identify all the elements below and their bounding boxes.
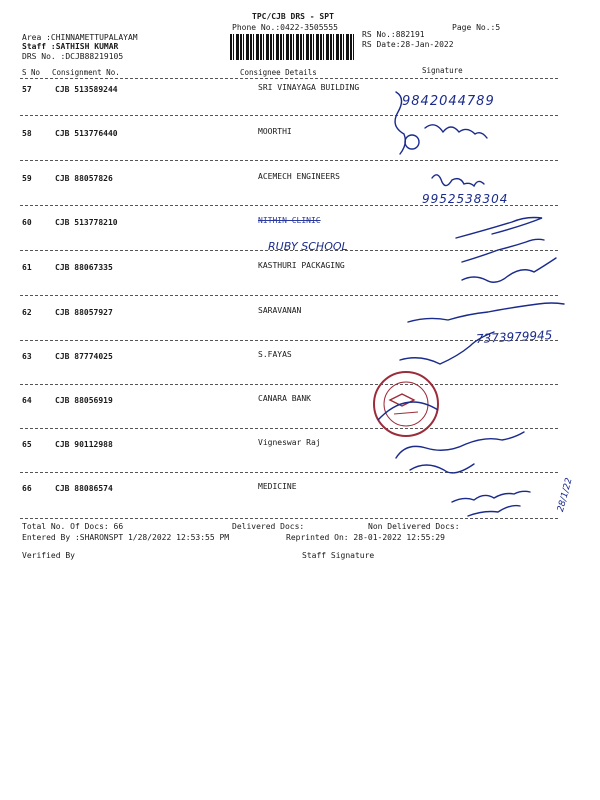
col-header-signature: Signature — [422, 66, 463, 75]
row-sno: 63 — [22, 352, 32, 361]
row-consignment: CJB 513776440 — [55, 129, 118, 138]
row-consignment: CJB 90112988 — [55, 440, 113, 449]
row-sno: 60 — [22, 218, 32, 227]
reprinted-on: Reprinted On: 28-01-2022 12:55:29 — [286, 533, 445, 542]
signature-scribble — [452, 491, 530, 502]
col-header-consignee: Consignee Details — [240, 68, 317, 77]
phone-number: Phone No.:0422-3505555 — [232, 23, 338, 32]
row-consignee: MEDICINE — [258, 482, 297, 491]
handwritten-note: RUBY SCHOOL — [268, 240, 348, 253]
staff-label: Staff :SATHISH KUMAR — [22, 42, 119, 51]
row-consignment: CJB 513778210 — [55, 218, 118, 227]
signature-scribble — [425, 125, 487, 138]
row-sno: 58 — [22, 129, 32, 138]
col-header-sno: S No — [22, 68, 41, 77]
signature-scribble — [432, 175, 484, 186]
delivered-docs: Delivered Docs: — [232, 522, 305, 531]
non-delivered-docs: Non Delivered Docs: — [368, 522, 460, 531]
rs-number: RS No.:882191 — [362, 30, 425, 39]
area-label: Area :CHINNAMETTUPALAYAM — [22, 33, 138, 42]
row-consignee: NITHIN CLINIC — [258, 216, 321, 225]
row-consignee: MOORTHI — [258, 127, 292, 136]
staff-signature: Staff Signature — [302, 551, 375, 560]
report-title: TPC/CJB DRS - SPT — [252, 12, 334, 21]
page-number: Page No.:5 — [452, 23, 501, 32]
row-consignee: SRI VINAYAGA BUILDING — [258, 83, 360, 92]
signature-scribble — [400, 332, 494, 364]
row-consignment: CJB 88086574 — [55, 484, 113, 493]
handwritten-phone: 9842044789 — [402, 94, 495, 109]
signature-scribble — [468, 506, 520, 516]
row-consignee: Vigneswar Raj — [258, 438, 321, 447]
row-consignee: S.FAYAS — [258, 350, 292, 359]
row-consignment: CJB 87774025 — [55, 352, 113, 361]
row-consignment: CJB 88057927 — [55, 308, 113, 317]
signature-scribble — [408, 303, 564, 322]
row-consignee: KASTHURI PACKAGING — [258, 261, 345, 270]
signature-scribble — [395, 92, 405, 154]
signature-scribble — [405, 135, 419, 149]
verified-by: Verified By — [22, 551, 75, 560]
row-consignment: CJB 88067335 — [55, 263, 113, 272]
handwritten-phone: 9952538304 — [422, 192, 509, 206]
signature-scribble — [410, 464, 474, 473]
row-consignment: CJB 513589244 — [55, 85, 118, 94]
official-stamp — [374, 372, 438, 436]
row-consignee: SARAVANAN — [258, 306, 302, 315]
row-consignee: ACEMECH ENGINEERS — [258, 172, 340, 181]
signature-scribble — [396, 432, 524, 458]
total-docs: Total No. Of Docs: 66 — [22, 522, 124, 531]
entered-by: Entered By :SHARONSPT 1/28/2022 12:53:55 PM — [22, 533, 230, 542]
row-sno: 62 — [22, 308, 32, 317]
row-sno: 66 — [22, 484, 32, 493]
row-sno: 61 — [22, 263, 32, 272]
row-sno: 59 — [22, 174, 32, 183]
row-sno: 57 — [22, 85, 32, 94]
handwritten-date: 28/1/22 — [556, 476, 575, 514]
row-consignee: CANARA BANK — [258, 394, 311, 403]
row-consignment: CJB 88057826 — [55, 174, 113, 183]
col-header-consignment: Consignment No. — [52, 68, 120, 77]
signature-scribble — [462, 239, 544, 262]
row-consignment: CJB 88056919 — [55, 396, 113, 405]
row-sno: 65 — [22, 440, 32, 449]
row-sno: 64 — [22, 396, 32, 405]
drs-number: DRS No. :DCJB88219105 — [22, 52, 124, 61]
handwritten-phone: 7373979945 — [475, 328, 553, 346]
signature-scribble — [462, 258, 556, 282]
signature-scribble — [456, 218, 542, 239]
rs-date: RS Date:28-Jan-2022 — [362, 40, 454, 49]
